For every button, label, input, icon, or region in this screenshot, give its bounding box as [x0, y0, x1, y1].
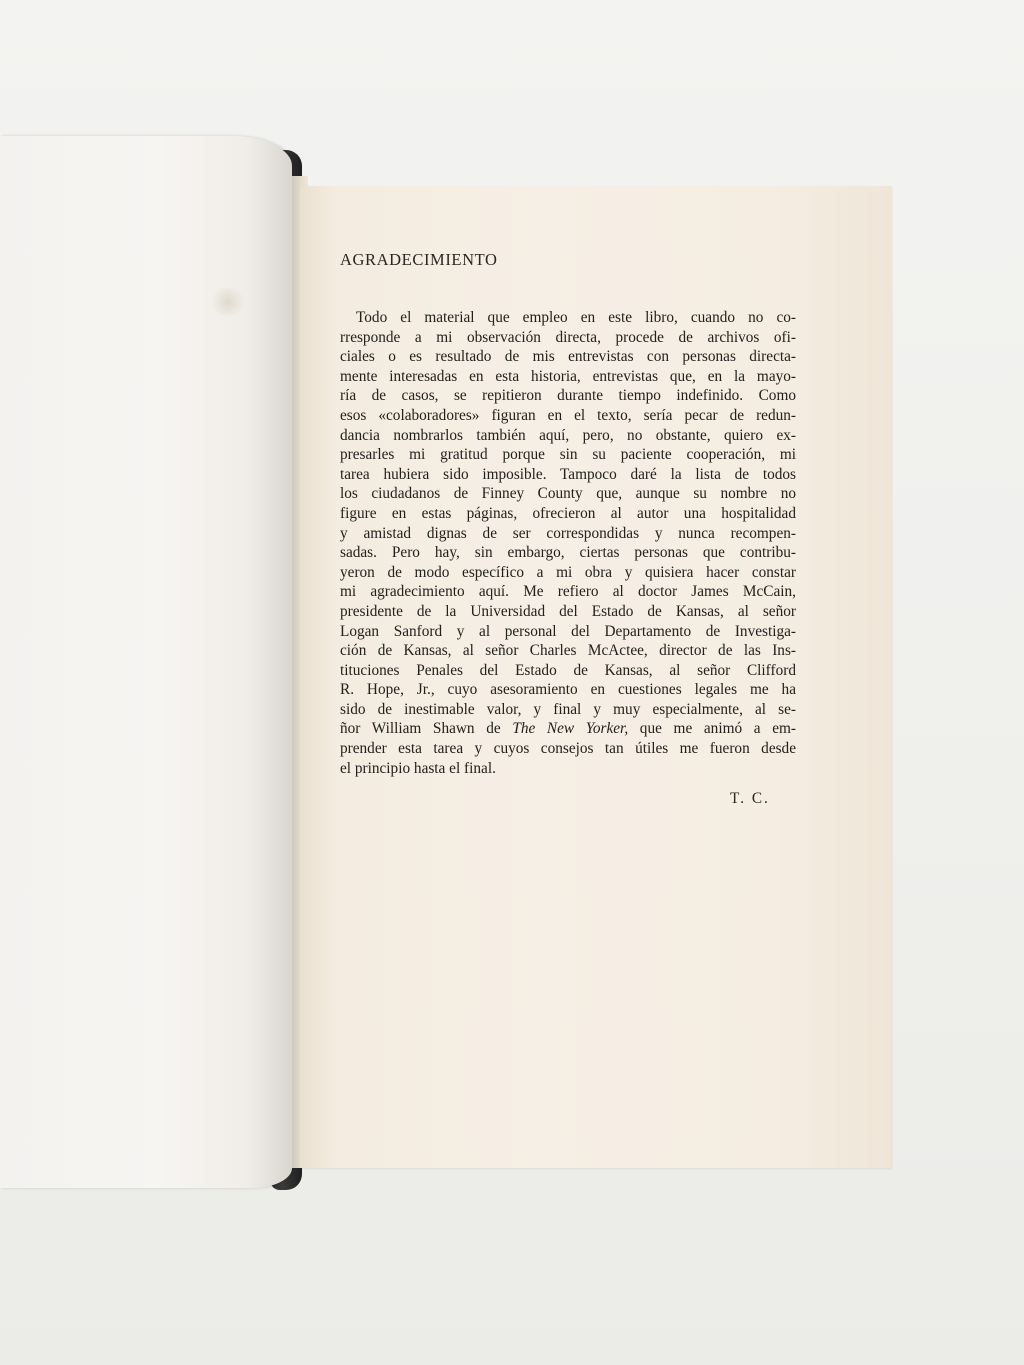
paragraph-line: el principio hasta el final. [340, 759, 496, 777]
paragraph-line: presarles mi gratitud porque sin su paciente cooperación, mi [340, 446, 796, 464]
paragraph-line: sadas. Pero hay, sin embargo, ciertas personas que contribu- [340, 544, 796, 562]
acknowledgment-paragraph [340, 308, 796, 778]
paragraph-line: Todo el material que empleo en este libro, cuando no co- [356, 309, 796, 326]
paragraph-line: ría de casos, se repitieron durante tiempo indefinido. Como [340, 387, 796, 405]
page-heading: AGRADECIMIENTO [340, 250, 498, 269]
left-page-blank [0, 136, 292, 1188]
paragraph-line: dancia nombrarlos también aquí, pero, no obstante, quiero ex- [340, 426, 796, 444]
magazine-title: The New Yorker, [512, 720, 629, 738]
paragraph-line: Logan Sanford y al personal del Departamento de Investiga- [340, 622, 796, 640]
paragraph-line: sido de inestimable valor, y final y muy especialmente, al se- [340, 700, 796, 718]
right-page [300, 186, 891, 1168]
paragraph-line: R. Hope, Jr., cuyo asesoramiento en cuestiones legales me ha [340, 681, 796, 699]
paragraph-line: yeron de modo específico a mi obra y quisiera hacer constar [340, 563, 796, 581]
paragraph-line: tituciones Penales del Estado de Kansas, al señor Clifford [340, 661, 796, 679]
paragraph-line: ción de Kansas, al señor Charles McActee, director de las Ins- [340, 642, 796, 660]
paragraph-line: rresponde a mi observación directa, procede de archivos ofi- [340, 328, 796, 346]
paragraph-line: mente interesadas en esta historia, entrevistas que, en la mayo- [340, 367, 796, 385]
paragraph-line: mi agradecimiento aquí. Me refiero al doctor James McCain, [340, 583, 796, 601]
author-initials: T. C. [730, 790, 770, 807]
line-segment: ñor William Shawn de [340, 720, 513, 738]
page-stain [212, 288, 244, 316]
line-segment: que me animó a em- [628, 720, 797, 738]
paragraph-line: tarea hubiera sido imposible. Tampoco daré la lista de todos [340, 465, 796, 483]
paragraph-line: esos «colaboradores» figuran en el texto, sería pecar de redun- [340, 406, 796, 424]
paragraph-line: figure en estas páginas, ofrecieron al autor una hospitalidad [340, 504, 796, 522]
paragraph-line: ciales o es resultado de mis entrevistas con personas directa- [340, 348, 796, 366]
paragraph-line: y amistad dignas de ser correspondidas y nunca recompen- [340, 524, 796, 542]
paragraph-line [340, 719, 796, 739]
paragraph-line: los ciudadanos de Finney County que, aunque su nombre no [340, 485, 796, 503]
paragraph-line: prender esta tarea y cuyos consejos tan útiles me fueron desde [340, 740, 796, 758]
paragraph-line: presidente de la Universidad del Estado de Kansas, al señor [340, 602, 796, 620]
